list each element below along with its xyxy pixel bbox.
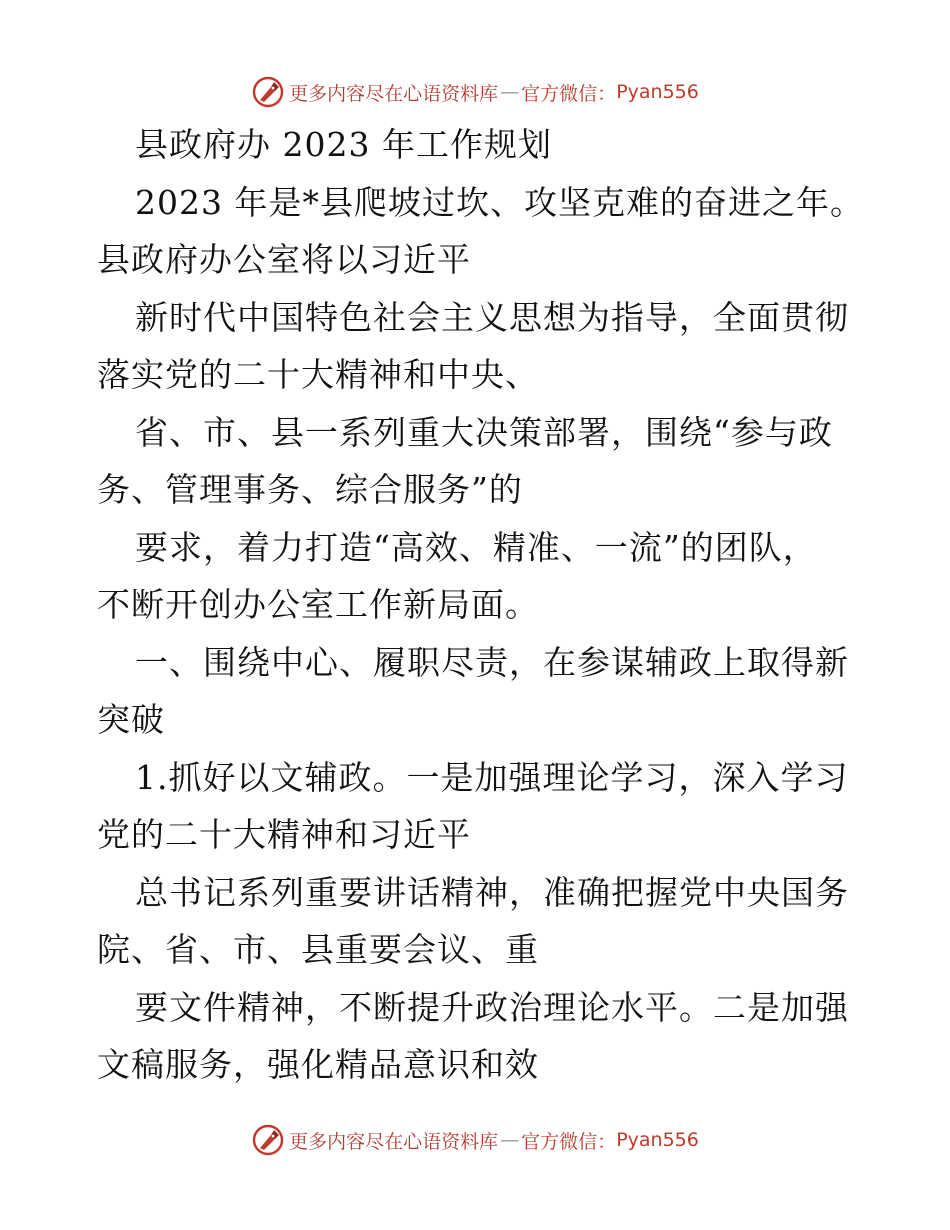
paragraph-line: 文稿服务，强化精品意识和效 — [97, 1045, 539, 1084]
paragraph-line: 务、管理事务、综合服务”的 — [97, 470, 523, 509]
section-heading-line: 一、围绕中心、履职尽责，在参谋辅政上取得新 — [135, 642, 849, 682]
paragraph-line: 2023 年是*县爬坡过坎、攻坚克难的奋进之年。 — [135, 182, 864, 222]
paragraph-line: 落实党的二十大精神和中央、 — [97, 355, 539, 394]
paragraph-line: 总书记系列重要讲话精神，准确把握党中央国务 — [135, 872, 849, 912]
paragraph-line: 省、市、县一系列重大决策部署，围绕“参与政 — [135, 412, 833, 452]
banner-brand-text: 更多内容尽在心语资料库 — [289, 82, 499, 105]
pen-nib-logo-icon — [251, 75, 285, 109]
paragraph-line: 县政府办公室将以习近平 — [97, 240, 471, 279]
paragraph-line: 院、省、市、县重要会议、重 — [97, 930, 539, 969]
paragraph-line: 要求，着力打造“高效、精准、一流”的团队， — [135, 527, 817, 567]
banner-contact-label: 官方微信： — [521, 1130, 617, 1153]
footer-watermark-banner — [0, 1120, 950, 1160]
section-heading-line: 突破 — [97, 700, 165, 739]
banner-contact-label: 官方微信： — [521, 82, 617, 105]
banner-wechat-id: Pyan556 — [616, 81, 699, 103]
paragraph-line: 要文件精神，不断提升政治理论水平。二是加强 — [135, 987, 849, 1027]
paragraph-line: 1.抓好以文辅政。一是加强理论学习，深入学习 — [135, 757, 849, 797]
document-body — [97, 116, 864, 1094]
header-watermark-banner — [0, 72, 950, 112]
banner-separator: — — [500, 1129, 520, 1151]
banner-brand-text: 更多内容尽在心语资料库 — [289, 1130, 499, 1153]
paragraph-line: 党的二十大精神和习近平 — [97, 815, 471, 854]
banner-separator: — — [500, 81, 520, 103]
banner-wechat-id: Pyan556 — [616, 1129, 699, 1151]
paragraph-line: 不断开创办公室工作新局面。 — [97, 585, 539, 624]
pen-nib-logo-icon — [251, 1123, 285, 1157]
document-title: 县政府办 2023 年工作规划 — [135, 125, 552, 164]
paragraph-line: 新时代中国特色社会主义思想为指导，全面贯彻 — [135, 297, 849, 337]
